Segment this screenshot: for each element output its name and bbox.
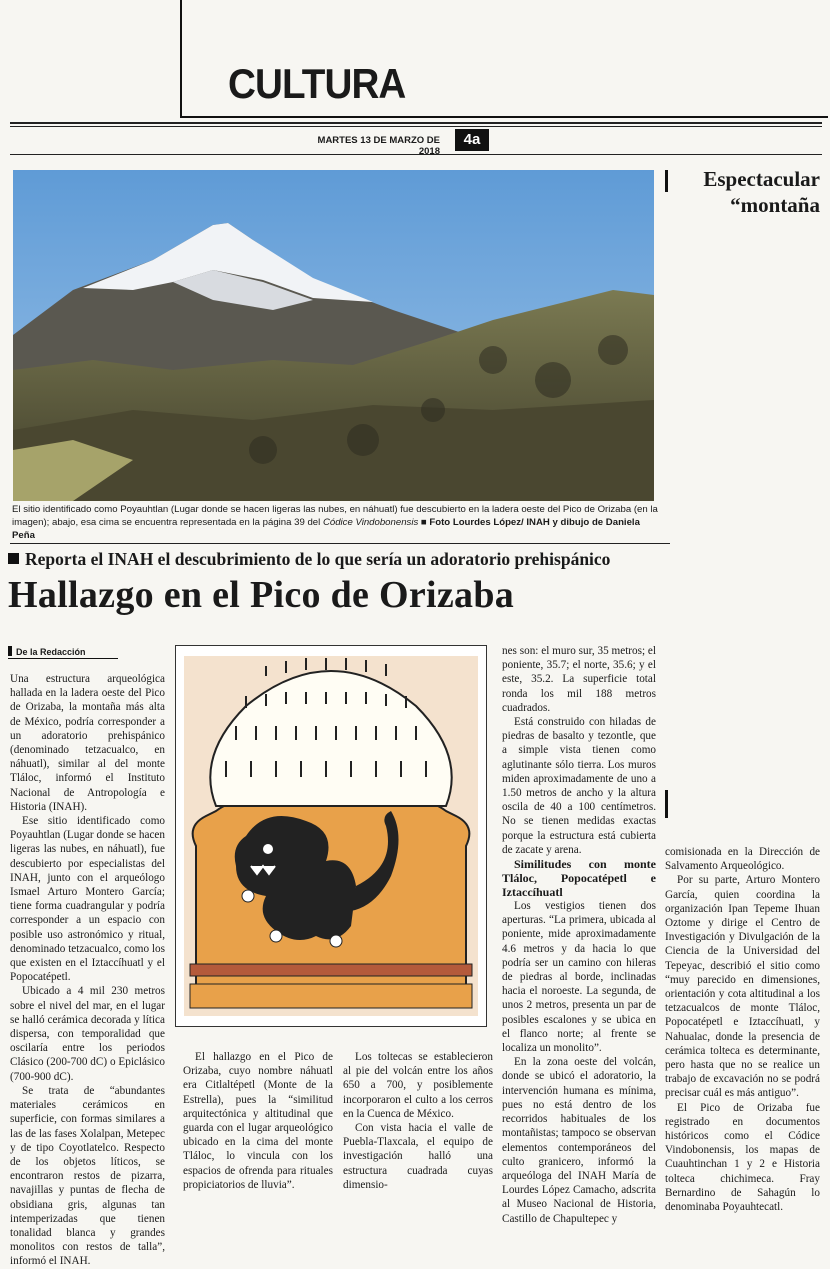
- section-title: CULTURA: [228, 60, 406, 107]
- sidebar-title-line1: Espectacular: [703, 167, 820, 191]
- subhead: Similitudes con monte Tláloc, Popocatépetl e Iztaccíhuatl: [502, 857, 656, 900]
- caption-codex: Códice Vindobonensis: [322, 517, 419, 528]
- article-column-1: [10, 672, 165, 1269]
- paragraph: El Pico de Orizaba fue registrado en documentos históricos como el Códice Vindobonensis, los mapas de Cuauhtinchan 1 y 2 e Historia tolteca chichimeca. Fray Bernardino de Sahagún lo denominaba Poyauhtecatl.: [665, 1101, 820, 1214]
- kicker-text: Reporta el INAH el descubrimiento de lo que sería un adoratorio prehispánico: [25, 549, 611, 569]
- caption-text: El sitio identificado como Poyauhtlan (Lugar donde se hacen ligeras las nubes, en náhuatl) fue descubierto en la ladera oeste del Pico de Orizaba (en la imagen); abajo, esa cima se encuentra representada en la página 39 del: [12, 504, 658, 528]
- photo-caption: El sitio identificado como Poyauhtlan (Lugar donde se hacen ligeras las nubes, en náhuatl) fue descubierto en la ladera oeste del Pico de Orizaba (en la imagen); abajo, esa cima se encuentra representada en la página 39 del Códice Vindobonensis ■ Foto Lourdes López/ INAH y dibujo de Daniela Peña: [12, 504, 658, 541]
- byline-bar-icon: [8, 646, 12, 656]
- kicker: [8, 549, 668, 570]
- mountain-photo: [13, 170, 654, 501]
- kicker-rule: [10, 543, 670, 544]
- paragraph: nes son: el muro sur, 35 metros; el poniente, 35.7; el norte, 35.6; y el este, 35.2. La superficie total ronda los mil 188 metros cuadrados.: [502, 645, 656, 714]
- paragraph: Los vestigios tienen dos aperturas. “La primera, ubicada al poniente, mide aproximadamente 4.6 metros y da hacia lo que podría ser un camino con hileras de piedras al borde, inclinadas hacia el noroeste. La segunda, de unos 2 metros, presenta un par de posibles escalones y se ubica en el flanco norte; al frente se localiza un monolito”.: [502, 900, 656, 1055]
- headline: Hallazgo en el Pico de Orizaba: [8, 574, 515, 616]
- paragraph: Con vista hacia el valle de Puebla-Tlaxcala, el equipo de investigación halló una estructura cuadrada cuyas dimensio-: [343, 1122, 493, 1191]
- dateline: MARTES 13 DE MARZO DE 2018: [317, 135, 440, 157]
- paragraph: Está construido con hiladas de piedras de basalto y tezontle, que a simple vista tienen como aglutinante sólo tierra. Los muros miden aproximadamente de uno a 1.50 metros de ancho y la altura oscila de 40 a 100 centímetros. No se tienen medidas exactas porque la estructura está cubierta de zacate y arena.: [502, 716, 656, 856]
- sidebar-title: [680, 166, 820, 218]
- sidebar-bar: [665, 170, 668, 192]
- article-column-4: [665, 845, 820, 1214]
- header-rule-top: [10, 122, 822, 124]
- paragraph: comisionada en la Dirección de Salvamento Arqueológico.: [665, 846, 820, 873]
- paragraph: En la zona oeste del volcán, donde se ubicó el adoratorio, la intervención humana es mínima, pues no está dentro de los recorridos habituales de los montañistas; tampoco se observan elementos contemporáneos del culto granicero, informó la arqueóloga del INAH María de Lourdes López Camacho, adscrita al Museo Nacional de Historia, Castillo de Chapultepec y: [502, 1056, 656, 1225]
- paragraph: Una estructura arqueológica hallada en la ladera oeste del Pico de Orizaba, la montaña más alta de México, podría corresponder a un adoratorio prehispánico (denominado tetzacualco, en náhuatl), similar al del monte Tláloc, informó el Instituto Nacional de Antropología e Historia (INAH).: [10, 673, 165, 813]
- article-column-2a: [183, 1050, 333, 1192]
- byline-text: De la Redacción: [16, 647, 86, 657]
- sidebar-title-line2: “montaña: [730, 193, 820, 217]
- paragraph: El hallazgo en el Pico de Orizaba, cuyo nombre náhuatl era Citlaltépetl (Monte de la Estrella), pues la “similitud arquitectónica y altitudinal que guarda con el lugar arqueológico ubicado en la cima del monte Tláloc, lo vincula con los espacios de ofrenda para rituales propiciatorios de lluvia”.: [183, 1051, 333, 1191]
- byline: [8, 646, 118, 659]
- page-number: 4a: [455, 129, 489, 151]
- paragraph: Los toltecas se establecieron al pie del volcán entre los años 650 a 700, y posiblemente incorporaron el culto a los cerros en la Cuenca de México.: [343, 1051, 493, 1120]
- caption-credit: Foto Lourdes López/ INAH y dibujo de Daniela Peña: [12, 517, 640, 541]
- sidebar-bar-lower: [665, 790, 668, 818]
- article-column-2b: [343, 1050, 493, 1192]
- header-rule-mid: [10, 126, 822, 127]
- bullet-square-icon: [8, 553, 19, 564]
- paragraph: Por su parte, Arturo Montero García, quien coordina la organización Ipan Tepeme Ihuan Oztome y dirige el Centro de Investigación y Divulgación de la Ciencia de la Universidad del Tepeyac, describió el sitio como “muy parecido en dimensiones, orientación y cota altitudinal a los tetzacualcos de monte Tláloc, Popocatépetl e Iztaccíhuatl, y Nahualac, donde la presencia de cerámica tolteca es determinante, pero hasta que no se realice un trabajo de excavación no se podrá precisar cuál es más antiguo”.: [665, 874, 820, 1100]
- paragraph: Ubicado a 4 mil 230 metros sobre el nivel del mar, en el lugar se halló cerámica decorada y lítica dispersa, con temporalidad que oscilaría entre los periodos Clásico (200-700 dC) o Epiclásico (700-900 dC).: [10, 985, 165, 1083]
- article-column-3: [502, 644, 656, 1226]
- codex-illustration: [175, 645, 487, 1027]
- paragraph: Se trata de “abundantes materiales cerámicos en superficie, con formas similares a las de las fases Xolalpan, Metepec y de tipo Coyotlatelco. Respecto de los objetos líticos, se encontraron restos de pizarra, navajillas y puntas de flecha de obsidiana gris, algunas tan intemperizadas que tienen tonalidad blanca y grandes monolitos con restos de talla”, informó el INAH.: [10, 1084, 165, 1268]
- paragraph: Ese sitio identificado como Poyauhtlan (Lugar donde se hacen ligeras las nubes, en náhuatl), fue descubierto por especialistas del INAH, junto con el arqueólogo Ismael Arturo Montero García; tiene forma cuadrangular y podría corresponder a un espacio con posible uso astronómico y ritual, denominado tetzacualco, como los que existen en el Iztaccíhuatl y el Popocatépetl.: [10, 815, 165, 984]
